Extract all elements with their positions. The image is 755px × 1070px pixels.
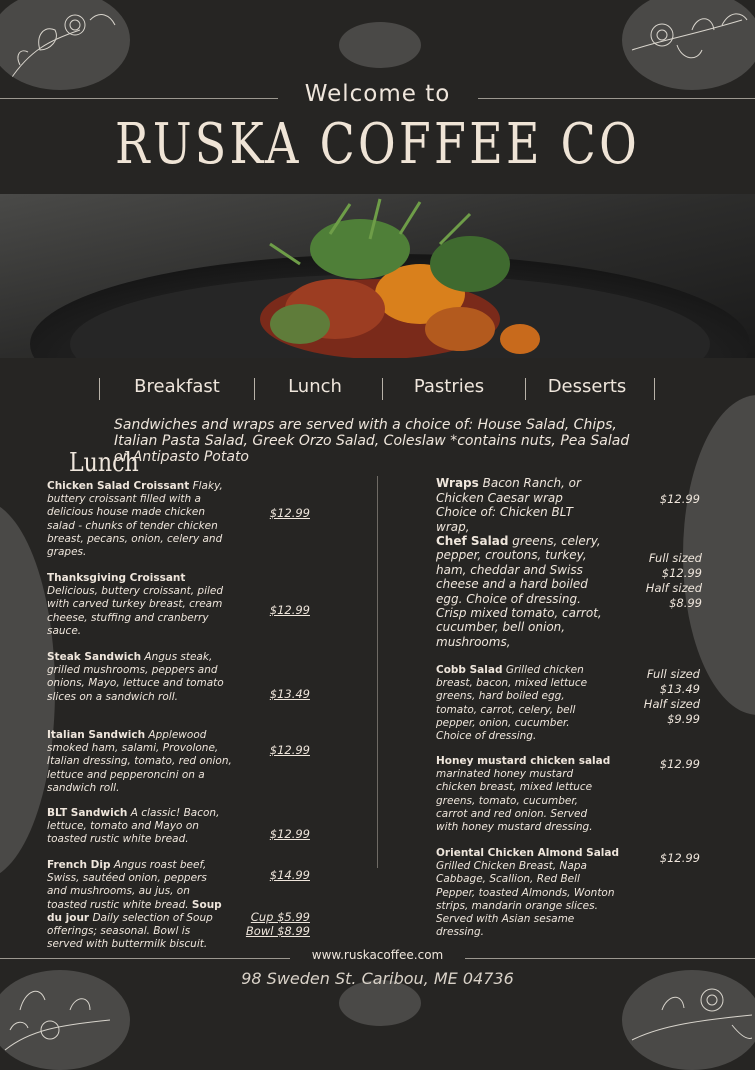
- menu-item-desc: Daily selection of Soup offerings; seasonal. Bowl is served with buttermilk biscuit.: [47, 911, 213, 951]
- menu-item-name: Oriental Chicken Almond Salad: [436, 847, 619, 859]
- menu-item-honey-mustard-chicken-salad: [436, 755, 612, 834]
- soup-bowl-price: Bowl $8.99: [245, 924, 310, 938]
- menu-item-price: $13.49: [269, 687, 310, 701]
- full-size-price: $13.49: [659, 682, 700, 696]
- menu-item-price: $12.99: [659, 757, 700, 771]
- column-divider: [377, 476, 378, 868]
- section-title: Lunch: [69, 448, 139, 478]
- menu-item-name: Honey mustard chicken salad: [436, 755, 611, 767]
- menu-item-desc: marinated honey mustard chicken breast, mixed lettuce greens, tomato, cucumber, carrot and red onion. Served with honey mustard dressing.: [436, 768, 593, 834]
- page-title: RUSKA COFFEE CO: [114, 112, 641, 177]
- menu-item-wraps: [436, 476, 596, 534]
- menu-item-desc: greens, celery, pepper, croutons, turkey, ham, cheddar and Swiss cheese and a hard boiled egg. Choice of dressing. Crisp mixed tomato, carrot, cucumber, bell onion, mushrooms,: [436, 534, 602, 649]
- menu-item-italian-sandwich: [47, 729, 233, 795]
- floral-decoration-icon: [339, 22, 421, 68]
- menu-item-name: Wraps: [436, 476, 479, 490]
- menu-item-french-dip: [47, 859, 227, 951]
- menu-item-cobb-salad: [436, 664, 608, 743]
- half-size-label: Half sized: [643, 697, 700, 711]
- menu-item-thanksgiving-croissant: [47, 572, 227, 638]
- menu-item-desc: Delicious, buttery croissant, piled with carved turkey breast, cream cheese, stuffing and cranberry sauce.: [47, 585, 224, 637]
- nav-separator: [99, 378, 100, 400]
- menu-item-name: Chef Salad: [436, 534, 509, 548]
- menu-item-price: $12.99: [269, 603, 310, 617]
- soup-cup-price: Cup $5.99: [250, 910, 310, 924]
- welcome-text: Welcome to: [304, 81, 451, 107]
- menu-item-name: French Dip: [47, 859, 111, 871]
- menu-item-desc: A classic! Bacon, lettuce, tomato and Mayo on toasted rustic white bread.: [47, 807, 220, 846]
- nav-item-breakfast[interactable]: Breakfast: [134, 376, 220, 397]
- menu-item-name: Thanksgiving Croissant: [47, 572, 186, 584]
- nav-item-desserts[interactable]: Desserts: [547, 376, 627, 397]
- nav-item-lunch[interactable]: Lunch: [288, 376, 342, 397]
- menu-item-desc: Applewood smoked ham, salami, Provolone, Italian dressing, tomato, red onion, lettuce and pepperoncini on a sandwich roll.: [47, 729, 232, 794]
- floral-decoration-icon: [0, 0, 130, 90]
- nav-separator: [382, 378, 383, 400]
- menu-item-desc: Grilled chicken breast, bacon, mixed lettuce greens, hard boiled egg, tomato, carrot, celery, bell pepper, onion, cucumber. Choice of dressing.: [436, 664, 588, 743]
- half-size-price: $8.99: [669, 596, 702, 610]
- menu-item-desc: Angus roast beef, Swiss, sautéed onion, peppers and mushrooms, au jus, on toasted rustic white bread.: [47, 859, 207, 911]
- floral-decoration-icon: [622, 0, 755, 90]
- nav-separator: [654, 378, 655, 400]
- address: 98 Sweden St. Caribou, ME 04736: [241, 969, 514, 988]
- menu-item-chicken-salad-croissant: [47, 480, 227, 559]
- menu-item-name: Cobb Salad: [436, 664, 503, 676]
- menu-item-price: $12.99: [269, 827, 310, 841]
- sides-note: Sandwiches and wraps are served with a choice of: House Salad, Chips, Italian Pasta Salad, Greek Orzo Salad, Coleslaw *contains nuts, Pea Salad or Antipasto Potato: [114, 417, 630, 465]
- menu-item-oriental-chicken-almond-salad: [436, 847, 622, 939]
- menu-item-name: Soup du jour: [47, 898, 222, 924]
- menu-item-blt-sandwich: [47, 807, 227, 847]
- menu-item-desc: Bacon Ranch, or Chicken Caesar wrap Choice of: Chicken BLT wrap,: [436, 476, 581, 534]
- nav-item-pastries[interactable]: Pastries: [413, 376, 485, 397]
- full-size-label: Full sized: [646, 667, 700, 681]
- full-size-price: $12.99: [661, 566, 702, 580]
- menu-item-name: Steak Sandwich: [47, 651, 142, 663]
- menu-item-name: Italian Sandwich: [47, 729, 146, 741]
- menu-item-desc: Flaky, buttery croissant filled with a delicious house made chicken salad - chunks of tender chicken breast, pecans, onion, celery and grapes.: [47, 480, 223, 559]
- menu-item-name: Chicken Salad Croissant: [47, 480, 190, 492]
- menu-item-price: $12.99: [659, 492, 700, 506]
- website-link[interactable]: www.ruskacoffee.com: [311, 948, 444, 962]
- nav-separator: [254, 378, 255, 400]
- nav-separator: [525, 378, 526, 400]
- menu-item-desc: Angus steak, grilled mushrooms, peppers and onions, Mayo, lettuce and tomato slices on a sandwich roll.: [47, 651, 224, 703]
- menu-item-price: $14.99: [269, 868, 310, 882]
- menu-item-name: BLT Sandwich: [47, 807, 128, 819]
- full-size-label: Full sized: [648, 551, 702, 565]
- half-size-price: $9.99: [667, 712, 700, 726]
- menu-item-steak-sandwich: [47, 651, 233, 704]
- menu-item-price: $12.99: [659, 851, 700, 865]
- menu-item-price: $12.99: [269, 506, 310, 520]
- menu-item-chef-salad: [436, 534, 614, 649]
- hero-image: [0, 194, 755, 358]
- menu-item-price: $12.99: [269, 743, 310, 757]
- half-size-label: Half sized: [645, 581, 702, 595]
- menu-item-desc: Grilled Chicken Breast, Napa Cabbage, Scallion, Red Bell Pepper, toasted Almonds, Wonton strips, mandarin orange slices. Served with Asian sesame dressing.: [436, 860, 615, 939]
